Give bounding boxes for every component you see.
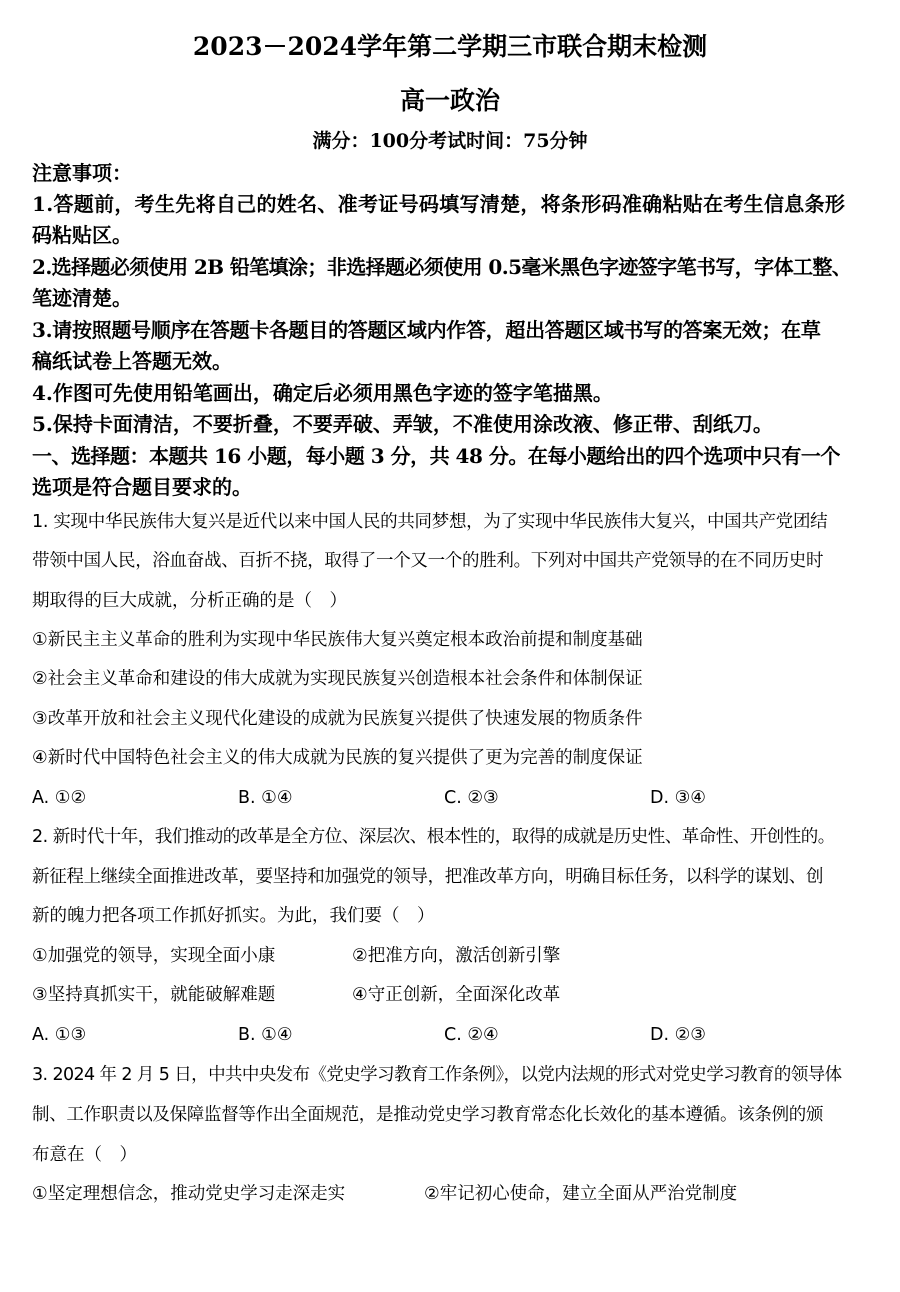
question-1-stem: 1. 实现中华民族伟大复兴是近代以来中国人民的共同梦想，为了实现中华民族伟大复兴，中国共产党团结: [32, 512, 828, 532]
note-line: 2.选择题必须使用 2B 铅笔填涂；非选择题必须使用 0.5毫米黑色字迹签字笔书写，字体工整、: [32, 255, 852, 279]
note-line: 码粘贴区。: [32, 223, 132, 247]
note-line: 稿纸试卷上答题无效。: [32, 349, 232, 373]
question-2-stem: 新征程上继续全面推进改革，要坚持和加强党的领导，把准改革方向，明确目标任务，以科学的谋划、创: [32, 867, 824, 887]
question-2-stem: 新的魄力把各项工作抓好抓实。为此，我们要（ ）: [32, 906, 435, 926]
subject-title: 高一政治: [399, 86, 500, 115]
question-2-option-a: A. ①③: [32, 1025, 87, 1045]
question-1-option-b: B. ①④: [238, 788, 293, 808]
question-2-item: ②把准方向，激活创新引擎: [352, 946, 561, 966]
question-3-item: ①坚定理想信念，推动党史学习走深走实: [32, 1184, 346, 1204]
notes-heading: 注意事项：: [32, 161, 132, 185]
score-time-line: 满分：100分考试时间：75分钟: [312, 130, 588, 152]
question-2-stem: 2. 新时代十年，我们推动的改革是全方位、深层次、根本性的，取得的成就是历史性、革命性、开创性的。: [32, 827, 835, 847]
question-2-option-b: B. ①④: [238, 1025, 293, 1045]
question-1-stem: 带领中国人民，浴血奋战、百折不挠，取得了一个又一个的胜利。下列对中国共产党领导的在不同历史时: [32, 551, 824, 571]
question-1-item: ④新时代中国特色社会主义的伟大成就为民族的复兴提供了更为完善的制度保证: [32, 748, 643, 768]
question-1-stem: 期取得的巨大成就，分析正确的是（ ）: [32, 591, 347, 611]
note-line: 4.作图可先使用铅笔画出，确定后必须用黑色字迹的签字笔描黑。: [32, 381, 613, 405]
section-instruction: 一、选择题：本题共 16 小题，每小题 3 分，共 48 分。在每小题给出的四个选项中只有一个: [32, 444, 840, 468]
question-3-stem: 3. 2024 年 2 月 5 日，中共中央发布《党史学习教育工作条例》，以党内法规的形式对党史学习教育的领导体: [32, 1065, 842, 1085]
question-1-item: ③改革开放和社会主义现代化建设的成就为民族复兴提供了快速发展的物质条件: [32, 709, 643, 729]
question-1-item: ①新民主主义革命的胜利为实现中华民族伟大复兴奠定根本政治前提和制度基础: [32, 630, 643, 650]
question-1-option-d: D. ③④: [650, 788, 706, 808]
note-line: 笔迹清楚。: [32, 286, 132, 310]
question-3-item: ②牢记初心使命，建立全面从严治党制度: [424, 1184, 738, 1204]
question-2-option-c: C. ②④: [444, 1025, 499, 1045]
note-line: 1.答题前，考生先将自己的姓名、准考证号码填写清楚，将条形码准确粘贴在考生信息条形: [32, 192, 846, 216]
note-line: 5.保持卡面清洁，不要折叠，不要弄破、弄皱，不准使用涂改液、修正带、刮纸刀。: [32, 412, 773, 436]
question-1-option-c: C. ②③: [444, 788, 499, 808]
question-3-stem: 布意在（ ）: [32, 1145, 137, 1165]
question-2-item: ③坚持真抓实干，就能破解难题: [32, 985, 276, 1005]
section-instruction: 选项是符合题目要求的。: [32, 475, 252, 499]
exam-title: 2023－2024学年第二学期三市联合期末检测: [192, 32, 708, 61]
question-2-option-d: D. ②③: [650, 1025, 706, 1045]
question-2-item: ④守正创新，全面深化改革: [352, 985, 561, 1005]
question-1-item: ②社会主义革命和建设的伟大成就为实现民族复兴创造根本社会条件和体制保证: [32, 669, 643, 689]
question-3-stem: 制、工作职责以及保障监督等作出全面规范，是推动党史学习教育常态化长效化的基本遵循。该条例的颁: [32, 1105, 824, 1125]
question-2-item: ①加强党的领导，实现全面小康: [32, 946, 276, 966]
question-1-option-a: A. ①②: [32, 788, 87, 808]
note-line: 3.请按照题号顺序在答题卡各题目的答题区域内作答，超出答题区域书写的答案无效；在草: [32, 318, 821, 342]
